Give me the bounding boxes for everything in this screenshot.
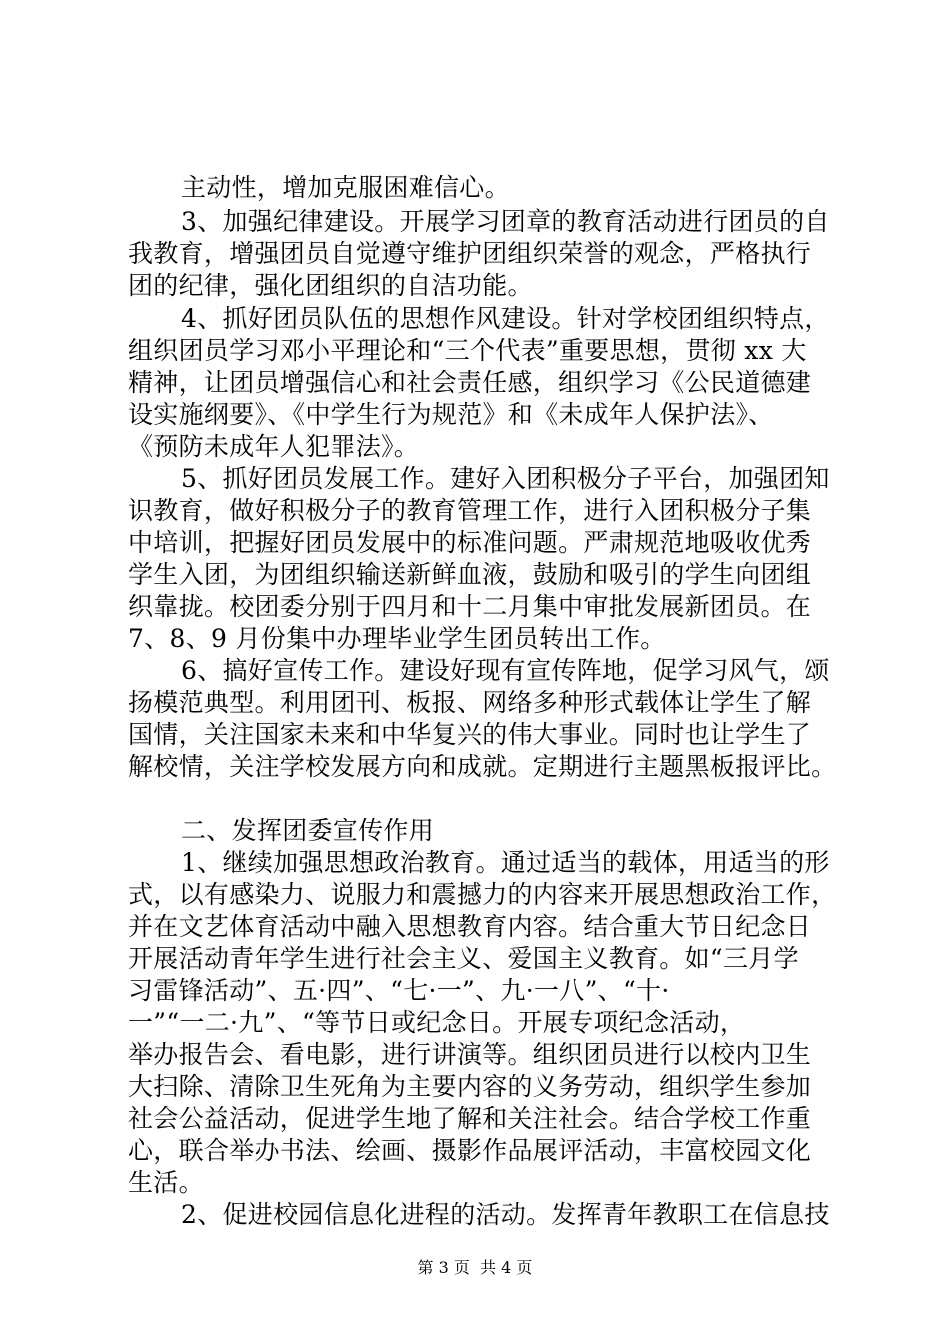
text-line: 4、抓好团员队伍的思想作风建设。针对学校团组织特点， <box>181 304 830 333</box>
text-line: 设实施纲要》、《中学生行为规范》和《未成年人保护法》、 <box>128 400 774 429</box>
text-line: 心，联合举办书法、绘画、摄影作品展评活动，丰富校园文化 <box>128 1136 812 1165</box>
text-line: 举办报告会、看电影，进行讲演等。组织团员进行以校内卫生 <box>128 1040 812 1069</box>
text-line: 6、搞好宣传工作。建设好现有宣传阵地，促学习风气，颂 <box>181 656 830 685</box>
text-line: 解校情，关注学校发展方向和成就。定期进行主题黑板报评比。 <box>128 752 837 781</box>
text-line: 生活。 <box>128 1168 204 1197</box>
text-line: 大扫除、清除卫生死角为主要内容的义务劳动，组织学生参加 <box>128 1072 812 1101</box>
text-line: 并在文艺体育活动中融入思想教育内容。结合重大节日纪念日 <box>128 912 812 941</box>
page-number-footer: 第 3 页 共 4 页 <box>417 1258 533 1277</box>
text-line: 5、抓好团员发展工作。建好入团积极分子平台，加强团知 <box>181 464 830 493</box>
text-line: 团的纪律，强化团组织的自洁功能。 <box>128 271 533 300</box>
text-line: 识教育，做好积极分子的教育管理工作，进行入团积极分子集 <box>128 496 812 525</box>
text-line: 3、加强纪律建设。开展学习团章的教育活动进行团员的自 <box>181 207 830 236</box>
text-line: 1、继续加强思想政治教育。通过适当的载体，用适当的形 <box>181 848 830 877</box>
text-line: 一”“一二·九”、“等节日或纪念日。开展专项纪念活动， <box>128 1008 746 1037</box>
text-line: 国情，关注国家未来和中华复兴的伟大事业。同时也让学生了 <box>128 720 812 749</box>
section-heading: 二、发挥团委宣传作用 <box>181 816 435 845</box>
text-line: 7、8、9 月份集中办理毕业学生团员转出工作。 <box>128 624 666 653</box>
text-line: 《预防未成年人犯罪法》。 <box>128 432 420 461</box>
text-line: 织靠拢。校团委分别于四月和十二月集中审批发展新团员。在 <box>128 592 812 621</box>
text-line: 我教育，增强团员自觉遵守维护团组织荣誉的观念，严格执行 <box>128 239 812 268</box>
text-line: 式，以有感染力、说服力和震撼力的内容来开展思想政治工作， <box>128 880 837 909</box>
text-line: 扬模范典型。利用团刊、板报、网络多种形式载体让学生了解 <box>128 688 812 717</box>
text-line: 主动性，增加克服困难信心。 <box>181 173 510 202</box>
text-line: 社会公益活动，促进学生地了解和关注社会。结合学校工作重 <box>128 1104 812 1133</box>
text-line: 习雷锋活动”、五·四”、“七·一”、九·一八”、“十· <box>128 976 670 1005</box>
text-line: 学生入团，为团组织输送新鲜血液，鼓励和吸引的学生向团组 <box>128 560 812 589</box>
text-line: 中培训，把握好团员发展中的标准问题。严肃规范地吸收优秀 <box>128 528 812 557</box>
text-line: 2、促进校园信息化进程的活动。发挥青年教职工在信息技 <box>181 1200 830 1229</box>
text-line: 精神，让团员增强信心和社会责任感，组织学习《公民道德建 <box>128 368 812 397</box>
text-line: 组织团员学习邓小平理论和“三个代表”重要思想，贯彻 xx 大 <box>128 336 807 365</box>
text-line: 开展活动青年学生进行社会主义、爱国主义教育。如“三月学 <box>128 944 799 973</box>
